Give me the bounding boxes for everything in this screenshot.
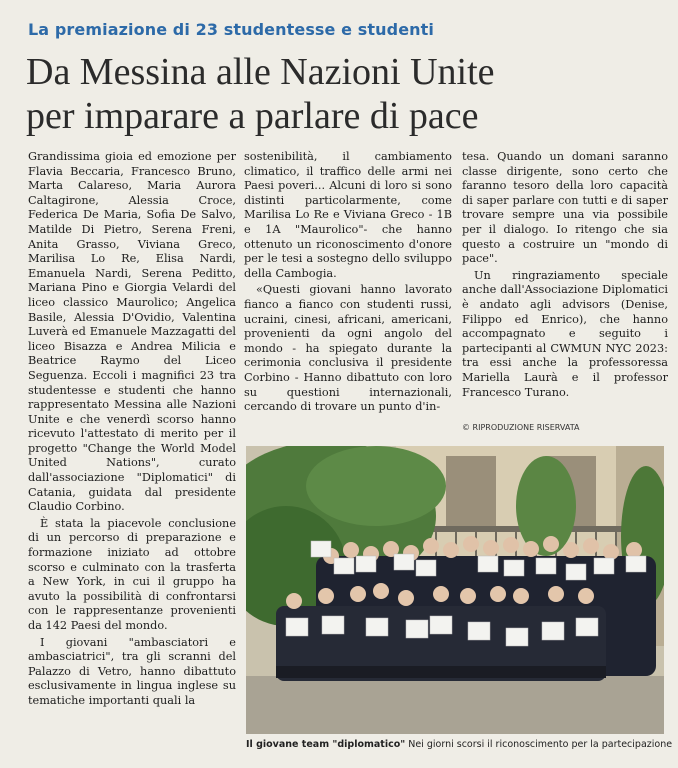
paragraph: È stata la piacevole conclusione di un percorso di preparazione e formazione iniziato ad ottobre scorso e culminato con la trasferta a New York, in cui il gruppo ha avuto la possibilità di confrontarsi con le rappresentanze provenienti da 142 Paesi del mondo. (28, 516, 236, 632)
paragraph: I giovani "ambasciatori e ambasciatrici", tra gli scranni del Palazzo di Vetro, hanno dibattuto esclusivamente in lingua inglese su tematiche importanti quali la (28, 635, 236, 707)
paragraph: «Questi giovani hanno lavorato fianco a fianco con studenti russi, ucraini, cinesi, africani, americani, provenienti da ogni angolo del mondo - ha spiegato durante la cerimonia conclusiva il presidente Corbino - Hanno dibattuto con loro su questioni internazionali, cercando di trovare un punto d'in- (244, 283, 452, 414)
caption-text: Nei giorni scorsi il riconoscimento per la partecipazione (405, 739, 673, 750)
copyright-notice: © RIPRODUZIONE RISERVATA (462, 423, 580, 432)
article-column-3 (462, 150, 668, 420)
paragraph: Un ringraziamento speciale anche dall'Associazione Diplomatici è andato agli advisors (Denise, Filippo ed Enrico), che hanno accompagnato e seguito i partecipanti al CWMUN NYC 2023: tra essi anche la professoressa Mariella Laurà e il professor Francesco Turano. (462, 268, 668, 399)
paragraph: tesa. Quando un domani saranno classe dirigente, sono certo che faranno tesoro della loro capacità di saper parlare con tutti e di saper trovare sempre una via possibile per il dialogo. Io ritengo che sia questo a costruire un "mondo di pace". (462, 150, 668, 266)
kicker: La premiazione di 23 studentesse e studenti (28, 20, 434, 39)
headline (26, 50, 586, 138)
caption-title: Il giovane team "diplomatico" (246, 739, 406, 750)
article-column-1 (28, 150, 236, 750)
paragraph: Grandissima gioia ed emozione per Flavia Beccaria, Francesco Bruno, Marta Calareso, Maria Aurora Caltagirone, Alessia Croce, Federica De Maria, Sofia De Salvo, Matilde Di Pietro, Serena Freni, Anita Grasso, Viviana Greco, Marilisa Lo Re, Elisa Nardi, Emanuela Nardi, Serena Peditto, Mariana Pino e Giorgia Velardi del liceo classico Maurolico; Angelica Basile, Alessia D'Ovidio, Valentina Luverà ed Emanuele Mazzagatti del liceo Bisazza e Andrea Milicia e Beatrice Raymo del Liceo Seguenza. Eccoli i magnifici 23 tra studentesse e studenti che hanno rappresentato Messina alle Nazioni Unite e che venerdì scorso hanno ricevuto l'attestato di merito per il progetto "Change the World Model United Nations", curato dall'associazione "Diplomatici" di Catania, guidata dal presidente Claudio Corbino. (28, 150, 236, 514)
group-photo (246, 446, 664, 734)
paragraph: sostenibilità, il cambiamento climatico, il traffico delle armi nei Paesi poveri... Alcuni di loro si sono distinti particolarmente, come Marilisa Lo Re e Viviana Greco - 1B e 1A "Maurolico"- che hanno ottenuto un riconoscimento d'onore per le tesi a sostegno dello sviluppo della Cambogia. (244, 150, 452, 280)
article-column-2 (244, 150, 452, 438)
headline-line-2: per imparare a parlare di pace (26, 95, 479, 137)
headline-line-1: Da Messina alle Nazioni Unite (26, 51, 495, 93)
photo-caption (246, 739, 673, 750)
group-photo-illustration (246, 446, 664, 734)
